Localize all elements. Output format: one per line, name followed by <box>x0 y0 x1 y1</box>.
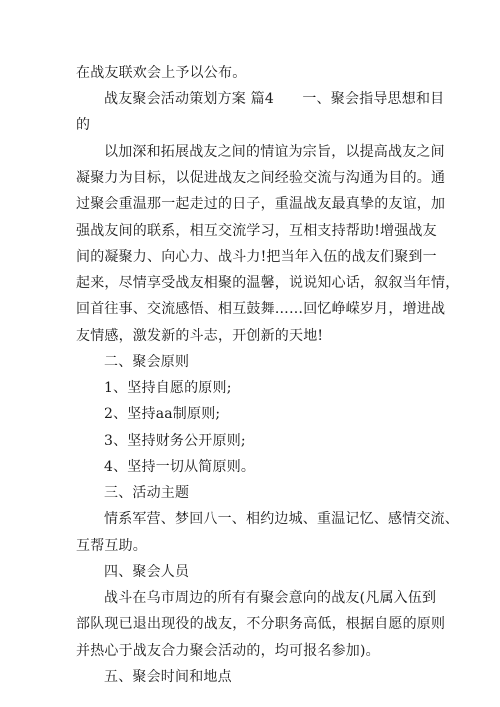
text-line: 战斗在乌市周边的所有有聚会意向的战友(凡属入伍到 <box>104 590 437 606</box>
text-line: 并热心于战友合力聚会活动的，均可报名参加)。 <box>76 643 380 659</box>
text-line: 凝聚力为目标，以促进战友之间经验交流与沟通为目的。通 <box>76 170 446 186</box>
list-item: 2、坚持aa制原则; <box>104 406 221 422</box>
text-line: 起来，尽情享受战友相聚的温馨，说说知心话，叙叙当年情， <box>76 275 460 291</box>
text-line: 互帮互助。 <box>76 538 147 554</box>
text-line: 回首往事、交流感悟、相互鼓舞……回忆峥嵘岁月，增进战 <box>76 301 446 317</box>
list-item: 3、坚持财务公开原则; <box>104 433 246 449</box>
section-heading: 战友聚会活动策划方案 篇4 一、聚会指导思想和目 <box>104 91 445 107</box>
text-line: 在战友联欢会上予以公布。 <box>76 65 247 81</box>
list-item: 1、坚持自愿的原则; <box>104 380 232 396</box>
section-heading: 五、聚会时间和地点 <box>104 669 232 685</box>
section-heading: 三、活动主题 <box>104 485 190 501</box>
text-line: 过聚会重温那一起走过的日子，重温战友最真挚的友谊，加 <box>76 196 446 212</box>
section-heading: 四、聚会人员 <box>104 564 190 580</box>
text-line: 强战友间的联系，相互交流学习，互相支持帮助!增强战友 <box>76 223 437 239</box>
text-line: 友情感，激发新的斗志，开创新的天地! <box>76 328 324 344</box>
list-item: 4、坚持一切从简原则。 <box>104 459 256 475</box>
text-line: 以加深和拓展战友之间的情谊为宗旨，以提高战友之间 <box>104 144 445 160</box>
text-line: 情系军营、梦回八一、相约边城、重温记忆、感情交流、 <box>104 511 459 527</box>
text-line: 的 <box>76 117 91 133</box>
text-line: 间的凝聚力、向心力、战斗力!把当年入伍的战友们聚到一 <box>76 249 437 265</box>
text-line: 部队现已退出现役的战友，不分职务高低，根据自愿的原则 <box>76 616 446 632</box>
section-heading: 二、聚会原则 <box>104 354 190 370</box>
